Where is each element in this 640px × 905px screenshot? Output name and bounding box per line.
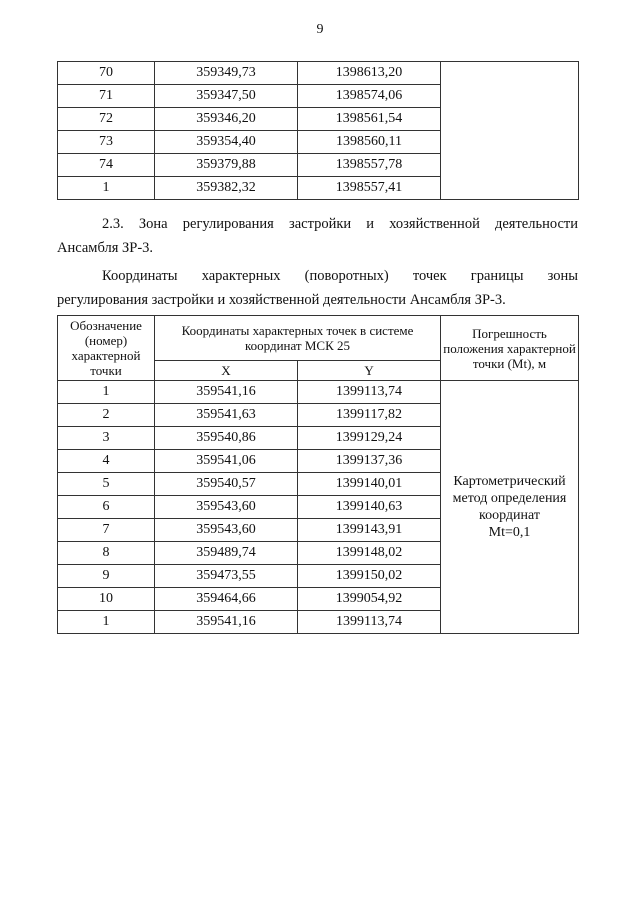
table-row — [58, 381, 579, 404]
point-number-cell: 8 — [58, 542, 155, 565]
x-coordinate-cell: 359349,73 — [155, 62, 298, 85]
x-coordinate-cell: 359347,50 — [155, 85, 298, 108]
x-coordinate-cell: 359540,86 — [155, 427, 298, 450]
y-coordinate-cell: 1398557,41 — [298, 177, 441, 200]
y-coordinate-cell: 1398574,06 — [298, 85, 441, 108]
y-coordinate-cell: 1399148,02 — [298, 542, 441, 565]
table-row — [58, 62, 579, 85]
x-coordinate-cell: 359473,55 — [155, 565, 298, 588]
y-coordinate-cell: 1399150,02 — [298, 565, 441, 588]
section-heading — [57, 212, 578, 236]
point-number-cell: 7 — [58, 519, 155, 542]
table-caption-line2: регулирования застройки и хозяйственной деятельности Ансамбля ЗР-3. — [57, 292, 506, 308]
accuracy-note-line: координат — [479, 508, 540, 523]
x-coordinate-cell: 359543,60 — [155, 519, 298, 542]
x-coordinate-cell: 359489,74 — [155, 542, 298, 565]
y-coordinate-cell: 1398613,20 — [298, 62, 441, 85]
point-number-cell: 1 — [58, 611, 155, 634]
y-coordinate-cell: 1399054,92 — [298, 588, 441, 611]
point-number-cell: 73 — [58, 131, 155, 154]
x-coordinate-cell: 359541,06 — [155, 450, 298, 473]
x-coordinate-cell: 359379,88 — [155, 154, 298, 177]
y-coordinate-cell: 1399117,82 — [298, 404, 441, 427]
point-number-cell: 6 — [58, 496, 155, 519]
y-coordinate-cell: 1399129,24 — [298, 427, 441, 450]
accuracy-note-line: метод определения — [452, 491, 567, 506]
accuracy-cell-empty — [441, 62, 579, 200]
x-coordinate-cell: 359541,16 — [155, 611, 298, 634]
y-coordinate-cell: 1399140,63 — [298, 496, 441, 519]
table-caption-line1: Координаты характерных (поворотных) точек границы зоны — [102, 268, 578, 284]
table-caption — [57, 264, 578, 288]
coordinates-table-continuation — [57, 61, 579, 200]
y-coordinate-cell: 1399113,74 — [298, 611, 441, 634]
header-accuracy: Погрешность положения характерной точки (Mt), м — [441, 316, 579, 381]
point-number-cell: 4 — [58, 450, 155, 473]
point-number-cell: 72 — [58, 108, 155, 131]
point-number-cell: 9 — [58, 565, 155, 588]
y-coordinate-cell: 1399140,01 — [298, 473, 441, 496]
y-coordinate-cell: 1398560,11 — [298, 131, 441, 154]
x-coordinate-cell: 359382,32 — [155, 177, 298, 200]
y-coordinate-cell: 1398561,54 — [298, 108, 441, 131]
table-caption-cont — [57, 288, 578, 312]
header-coordinates: Координаты характерных точек в системе координат МСК 25 — [155, 316, 441, 361]
header-y: Y — [298, 361, 441, 381]
point-number-cell: 3 — [58, 427, 155, 450]
section-heading-cont — [57, 236, 578, 260]
y-coordinate-cell: 1399113,74 — [298, 381, 441, 404]
x-coordinate-cell: 359541,16 — [155, 381, 298, 404]
accuracy-note-line: Картометрический — [453, 474, 566, 489]
point-number-cell: 1 — [58, 381, 155, 404]
y-coordinate-cell: 1399143,91 — [298, 519, 441, 542]
accuracy-note-cell — [441, 381, 579, 634]
point-number-cell: 10 — [58, 588, 155, 611]
y-coordinate-cell: 1399137,36 — [298, 450, 441, 473]
y-coordinate-cell: 1398557,78 — [298, 154, 441, 177]
section-heading-line2: Ансамбля ЗР-3. — [57, 240, 154, 256]
accuracy-note-line: Mt=0,1 — [488, 525, 531, 540]
x-coordinate-cell: 359354,40 — [155, 131, 298, 154]
coordinates-table-zr3 — [57, 315, 579, 634]
section-heading-line1: 2.3. Зона регулирования застройки и хозяйственной деятельности — [102, 216, 578, 232]
point-number-cell: 5 — [58, 473, 155, 496]
x-coordinate-cell: 359541,63 — [155, 404, 298, 427]
x-coordinate-cell: 359540,57 — [155, 473, 298, 496]
x-coordinate-cell: 359543,60 — [155, 496, 298, 519]
header-x: X — [155, 361, 298, 381]
x-coordinate-cell: 359346,20 — [155, 108, 298, 131]
point-number-cell: 74 — [58, 154, 155, 177]
point-number-cell: 1 — [58, 177, 155, 200]
point-number-cell: 70 — [58, 62, 155, 85]
page-number: 9 — [316, 22, 324, 37]
x-coordinate-cell: 359464,66 — [155, 588, 298, 611]
point-number-cell: 71 — [58, 85, 155, 108]
header-point-number: Обозначение (номер) характерной точки — [58, 316, 155, 381]
point-number-cell: 2 — [58, 404, 155, 427]
